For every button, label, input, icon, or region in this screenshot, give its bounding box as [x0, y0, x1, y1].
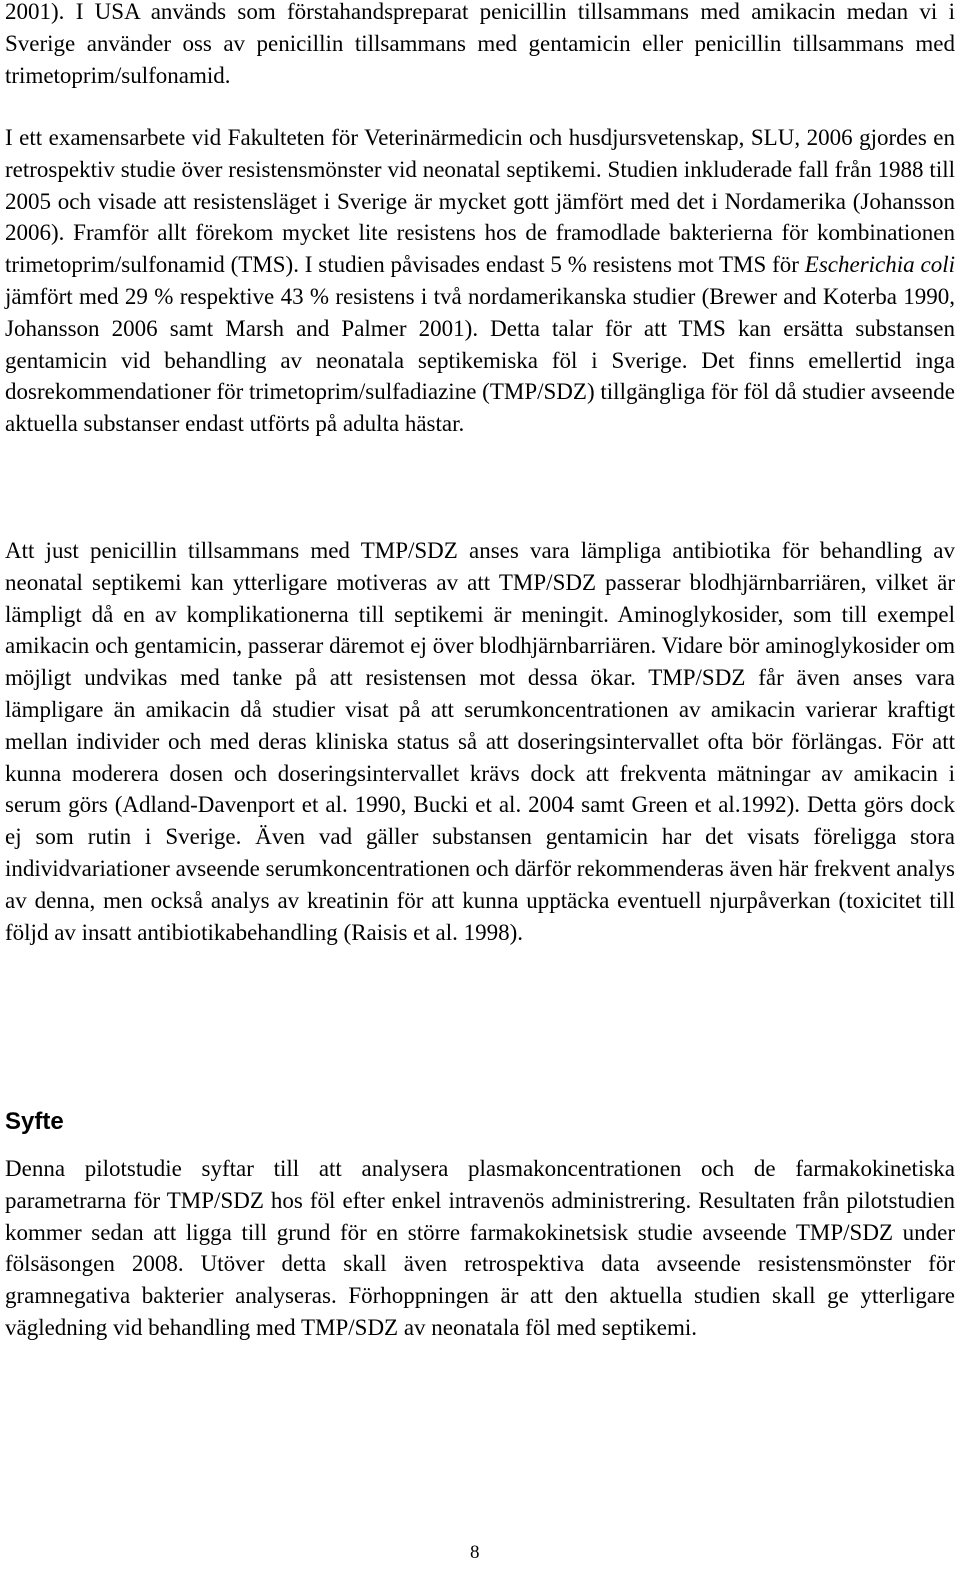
paragraph: I ett examensarbete vid Fakulteten för Veterinärmedicin och husdjursvetenskap, SLU, 2006 gjordes en retrospektiv studie över resistensmönster vid neonatal septikemi. Studien inkluderade fall från 1988 till 2005 och visade att resistensläget i Sverige är mycket gott jämfört med det i Nordamerika (Johansson 2006). Framför allt förekom mycket lite resistens hos de framodlade bakterierna för kombinationen trimetoprim/sulfonamid (TMS). I studien påvisades endast 5 % resistens mot TMS för Escherichia coli jämfört med 29 % respektive 43 % resistens i två nordamerikanska studier (Brewer and Koterba 1990, Johansson 2006 samt Marsh and Palmer 2001). Detta talar för att TMS kan ersätta substansen gentamicin vid behandling av neonatala septikemiska föl i Sverige. Det finns emellertid inga dosrekommendationer för trimetoprim/sulfadiazine (TMP/SDZ) tillgängliga för föl då studier avseende aktuella substanser endast utförts på adulta hästar.	[5, 125, 955, 437]
paragraph: Att just penicillin tillsammans med TMP/SDZ anses vara lämpliga antibiotika för behandling av neonatal septikemi kan ytterligare motiveras av att TMP/SDZ passerar blodhjärnbarriären, vilket är lämpligt då en av komplikationerna till septikemi är meningit. Aminoglykosider, som till exempel amikacin och gentamicin, passerar däremot ej över blodhjärnbarriären. Vidare bör aminoglykosider om möjligt undvikas med tanke på att resistensen mot dessa ökar. TMP/SDZ får även anses vara lämpligare än amikacin då studier visat på att serumkoncentrationen av amikacin varierar kraftigt mellan individer och med deras kliniska status så att doseringsintervallet ofta bör förlängas. För att kunna moderera dosen och doseringsintervallet krävs dock att frekventa mätningar av amikacin i serum görs (Adland-Davenport et al. 1990, Bucki et al. 2004 samt Green et al.1992). Detta görs dock ej som rutin i Sverige. Även vad gäller substansen gentamicin har det visats föreligga stora individvariationer avseende serumkoncentrationen och därför rekommenderas även här frekvent analys av denna, men också analys av kreatinin för att kunna upptäcka eventuell njurpåverkan (toxicitet till följd av insatt antibiotikabehandling (Raisis et al. 1998).	[5, 538, 955, 945]
paragraph: Denna pilotstudie syftar till att analysera plasmakoncentrationen och de farmakokinetiska parametrarna för TMP/SDZ hos föl efter enkel intravenös administrering. Resultaten från pilotstudien kommer sedan att ligga till grund för en större farmakokinetsisk studie avseende TMP/SDZ under fölsäsongen 2008. Utöver detta skall även retrospektiva data avseende resistensmönster för gramnegativa bakterier analyseras. Förhoppningen är att den aktuella studien skall ge ytterligare vägledning vid behandling med TMP/SDZ av neonatala föl med septikemi.	[5, 1156, 955, 1340]
italic-term: Escherichia coli	[804, 252, 955, 278]
paragraph: 2001). I USA används som förstahandspreparat penicillin tillsammans med amikacin medan vi i Sverige använder oss av penicillin tillsammans med gentamicin eller penicillin tillsammans med trimetoprim/sulfonamid.	[5, 0, 955, 88]
page-number: 8	[470, 1542, 480, 1563]
section-heading: Syfte	[5, 1108, 64, 1135]
